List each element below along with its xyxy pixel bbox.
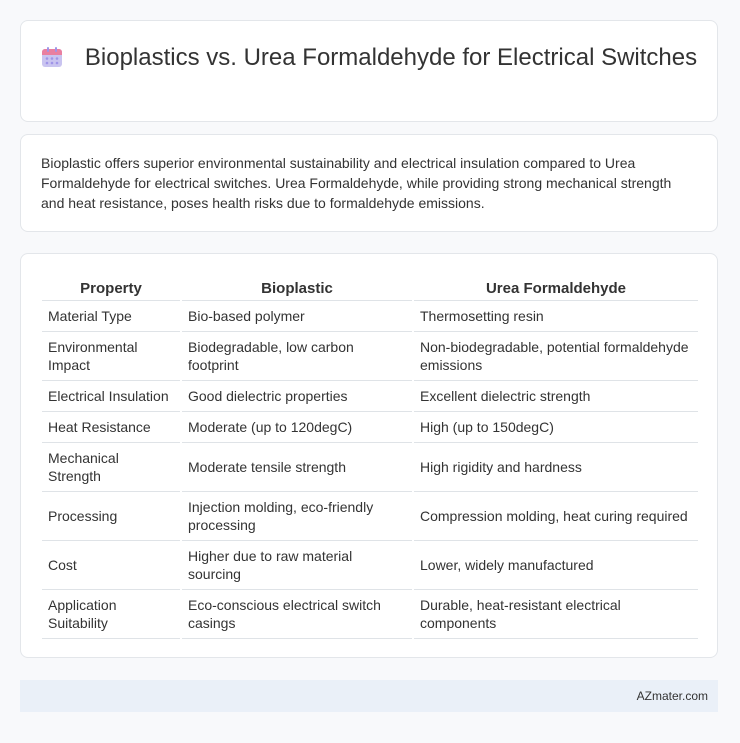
urea-formaldehyde-cell: Excellent dielectric strength (413, 381, 698, 412)
table-row (42, 412, 698, 443)
column-header-property: Property (42, 276, 181, 301)
urea-formaldehyde-cell: Non-biodegradable, potential formaldehyde emissions (413, 332, 698, 381)
table-row (42, 492, 698, 541)
title-card (20, 20, 718, 122)
table-row (42, 301, 698, 332)
property-cell: Processing (42, 492, 181, 541)
table-row (42, 381, 698, 412)
bioplastic-cell: Injection molding, eco-friendly processing (181, 492, 413, 541)
bioplastic-cell: Eco-conscious electrical switch casings (181, 590, 413, 639)
property-cell: Cost (42, 541, 181, 590)
bioplastic-cell: Biodegradable, low carbon footprint (181, 332, 413, 381)
property-cell: Application Suitability (42, 590, 181, 639)
table-header-row (42, 276, 698, 301)
property-cell: Electrical Insulation (42, 381, 181, 412)
bioplastic-cell: Moderate (up to 120degC) (181, 412, 413, 443)
page-title: Bioplastics vs. Urea Formaldehyde for Electrical Switches (84, 44, 698, 71)
column-header-bioplastic: Bioplastic (181, 276, 413, 301)
table-row (42, 590, 698, 639)
table-row (42, 332, 698, 381)
table-body (42, 301, 698, 639)
column-header-urea-formaldehyde: Urea Formaldehyde (413, 276, 698, 301)
urea-formaldehyde-cell: Durable, heat-resistant electrical components (413, 590, 698, 639)
property-cell: Environmental Impact (42, 332, 181, 381)
comparison-table (42, 276, 698, 639)
table-row (42, 541, 698, 590)
calendar-icon (41, 46, 63, 68)
bioplastic-cell: Higher due to raw material sourcing (181, 541, 413, 590)
bioplastic-cell: Moderate tensile strength (181, 443, 413, 492)
table-row (42, 443, 698, 492)
bioplastic-cell: Good dielectric properties (181, 381, 413, 412)
urea-formaldehyde-cell: Thermosetting resin (413, 301, 698, 332)
property-cell: Material Type (42, 301, 181, 332)
comparison-table-card (20, 253, 718, 658)
urea-formaldehyde-cell: Compression molding, heat curing required (413, 492, 698, 541)
property-cell: Heat Resistance (42, 412, 181, 443)
urea-formaldehyde-cell: High rigidity and hardness (413, 443, 698, 492)
summary-text: Bioplastic offers superior environmental sustainability and electrical insulation compared to Urea Formaldehyde for electrical switches. Urea Formaldehyde, while providing strong mechanical strength and heat resistance, poses health risks due to formaldehyde emissions. (41, 155, 672, 211)
property-cell: Mechanical Strength (42, 443, 181, 492)
page-title-block (21, 43, 717, 73)
urea-formaldehyde-cell: Lower, widely manufactured (413, 541, 698, 590)
footer-brand: AZmater.com (636, 689, 708, 703)
bioplastic-cell: Bio-based polymer (181, 301, 413, 332)
urea-formaldehyde-cell: High (up to 150degC) (413, 412, 698, 443)
footer (20, 680, 718, 712)
summary-card (20, 134, 718, 232)
